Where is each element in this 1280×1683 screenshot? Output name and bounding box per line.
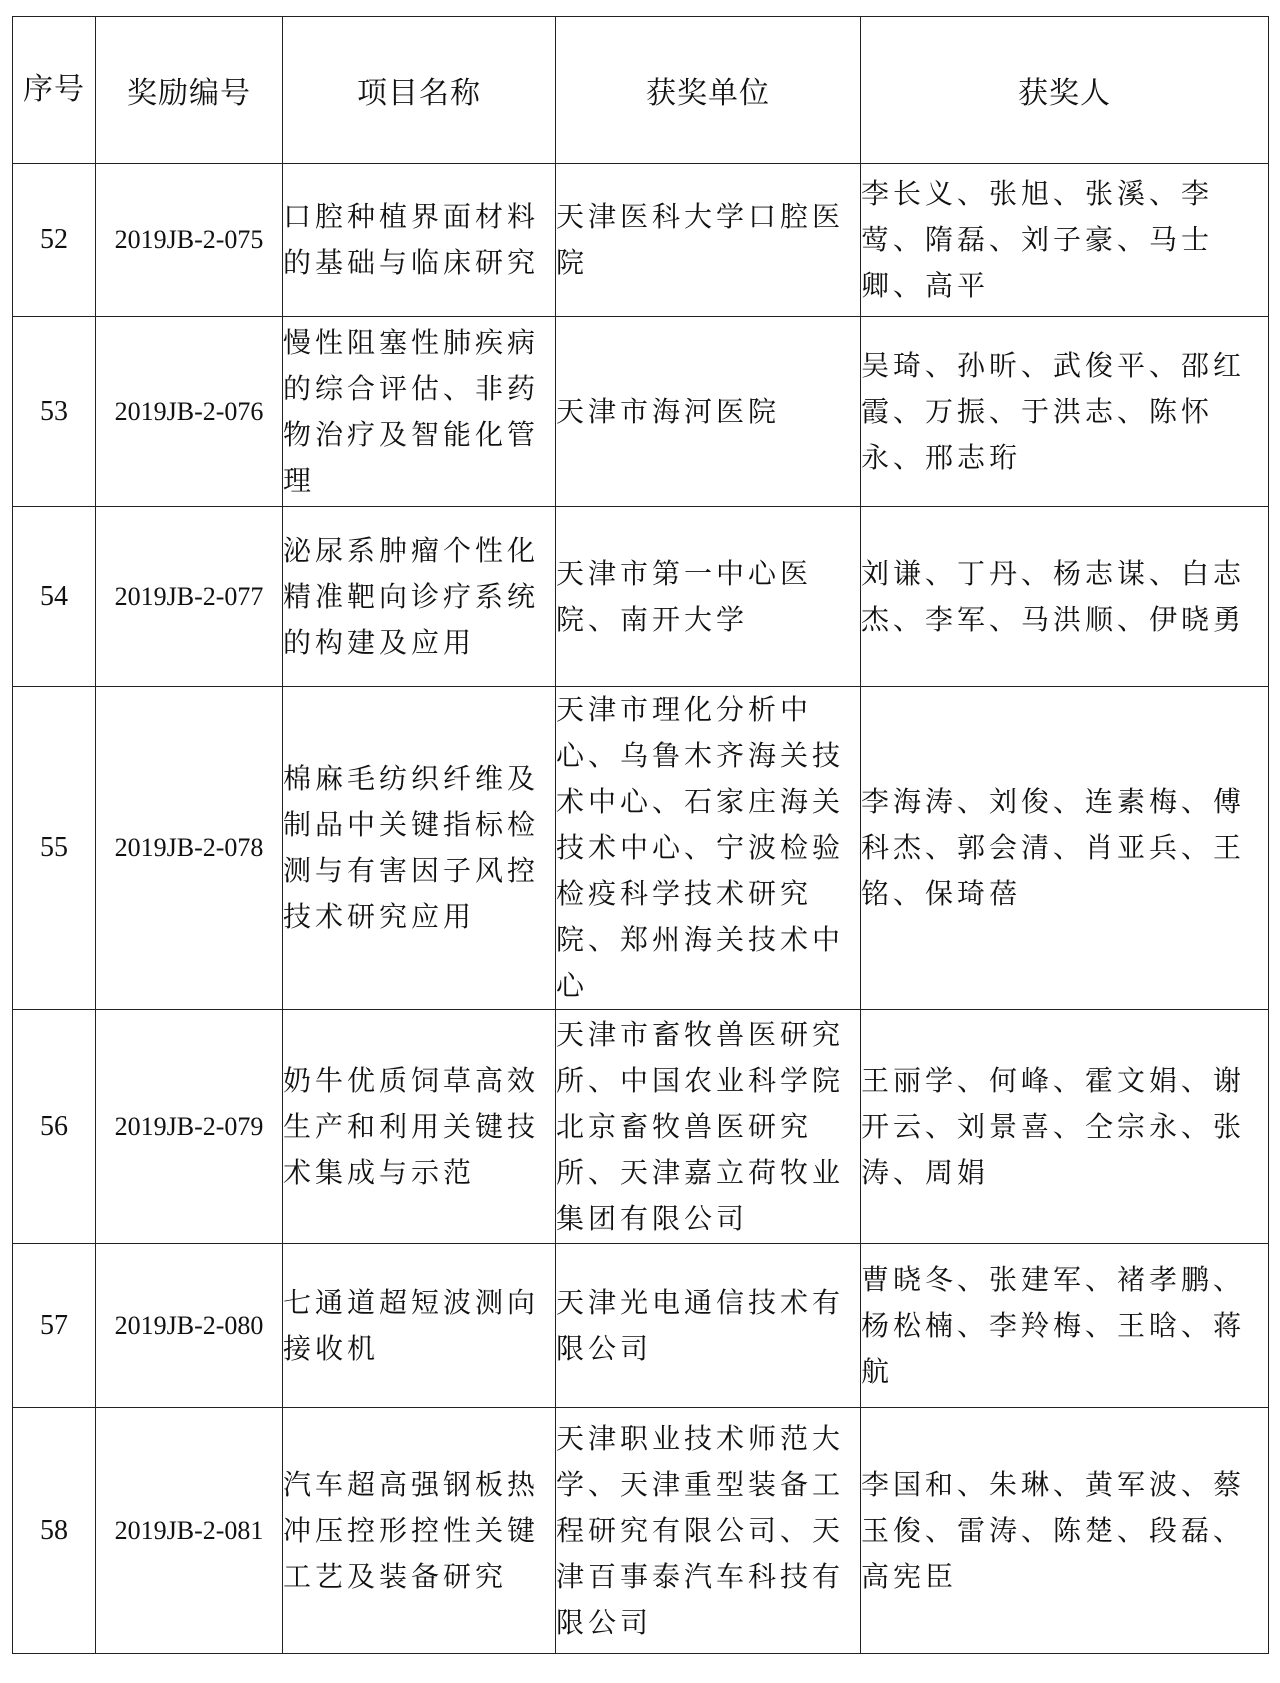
row-project: 七通道超短波测向接收机 — [283, 1244, 556, 1408]
table-row — [13, 687, 1269, 1010]
header-project: 项目名称 — [283, 17, 556, 164]
table-row — [13, 507, 1269, 687]
award-table — [12, 16, 1269, 1654]
row-code: 2019JB-2-079 — [96, 1010, 283, 1244]
row-winners: 曹晓冬、张建军、褚孝鹏、杨松楠、李羚梅、王晗、蒋航 — [861, 1244, 1269, 1408]
row-seq: 54 — [13, 507, 96, 687]
row-unit: 天津光电通信技术有限公司 — [556, 1244, 861, 1408]
header-unit: 获奖单位 — [556, 17, 861, 164]
row-unit: 天津市海河医院 — [556, 317, 861, 507]
row-seq: 56 — [13, 1010, 96, 1244]
table-row — [13, 1244, 1269, 1408]
row-winners: 李国和、朱琳、黄军波、蔡玉俊、雷涛、陈楚、段磊、高宪臣 — [861, 1408, 1269, 1654]
row-unit: 天津市畜牧兽医研究所、中国农业科学院北京畜牧兽医研究所、天津嘉立荷牧业集团有限公司 — [556, 1010, 861, 1244]
row-code: 2019JB-2-077 — [96, 507, 283, 687]
row-winners: 李长义、张旭、张溪、李莺、隋磊、刘子豪、马士卿、高平 — [861, 164, 1269, 317]
row-code: 2019JB-2-081 — [96, 1408, 283, 1654]
table-header — [13, 17, 1269, 164]
table-row — [13, 1408, 1269, 1654]
row-project: 泌尿系肿瘤个性化精准靶向诊疗系统的构建及应用 — [283, 507, 556, 687]
row-winners: 王丽学、何峰、霍文娟、谢开云、刘景喜、仝宗永、张涛、周娟 — [861, 1010, 1269, 1244]
row-seq: 57 — [13, 1244, 96, 1408]
header-code: 奖励编号 — [96, 17, 283, 164]
row-project: 奶牛优质饲草高效生产和利用关键技术集成与示范 — [283, 1010, 556, 1244]
row-seq: 53 — [13, 317, 96, 507]
row-winners: 李海涛、刘俊、连素梅、傅科杰、郭会清、肖亚兵、王铭、保琦蓓 — [861, 687, 1269, 1010]
table-row — [13, 317, 1269, 507]
row-code: 2019JB-2-078 — [96, 687, 283, 1010]
row-seq: 58 — [13, 1408, 96, 1654]
table-body — [13, 164, 1269, 1654]
header-row — [13, 17, 1269, 164]
row-project: 口腔种植界面材料的基础与临床研究 — [283, 164, 556, 317]
row-unit: 天津医科大学口腔医院 — [556, 164, 861, 317]
row-seq: 52 — [13, 164, 96, 317]
row-project: 汽车超高强钢板热冲压控形控性关键工艺及装备研究 — [283, 1408, 556, 1654]
header-winners: 获奖人 — [861, 17, 1269, 164]
row-seq: 55 — [13, 687, 96, 1010]
row-winners: 吴琦、孙昕、武俊平、邵红霞、万振、于洪志、陈怀永、邢志珩 — [861, 317, 1269, 507]
table-row — [13, 164, 1269, 317]
row-project: 慢性阻塞性肺疾病的综合评估、非药物治疗及智能化管理 — [283, 317, 556, 507]
row-code: 2019JB-2-080 — [96, 1244, 283, 1408]
row-unit: 天津市第一中心医院、南开大学 — [556, 507, 861, 687]
row-winners: 刘谦、丁丹、杨志谋、白志杰、李军、马洪顺、伊晓勇 — [861, 507, 1269, 687]
header-seq: 序号 — [13, 17, 96, 164]
row-unit: 天津市理化分析中心、乌鲁木齐海关技术中心、石家庄海关技术中心、宁波检验检疫科学技术研究院、郑州海关技术中心 — [556, 687, 861, 1010]
table-row — [13, 1010, 1269, 1244]
row-code: 2019JB-2-075 — [96, 164, 283, 317]
row-code: 2019JB-2-076 — [96, 317, 283, 507]
row-project: 棉麻毛纺织纤维及制品中关键指标检测与有害因子风控技术研究应用 — [283, 687, 556, 1010]
row-unit: 天津职业技术师范大学、天津重型装备工程研究有限公司、天津百事泰汽车科技有限公司 — [556, 1408, 861, 1654]
